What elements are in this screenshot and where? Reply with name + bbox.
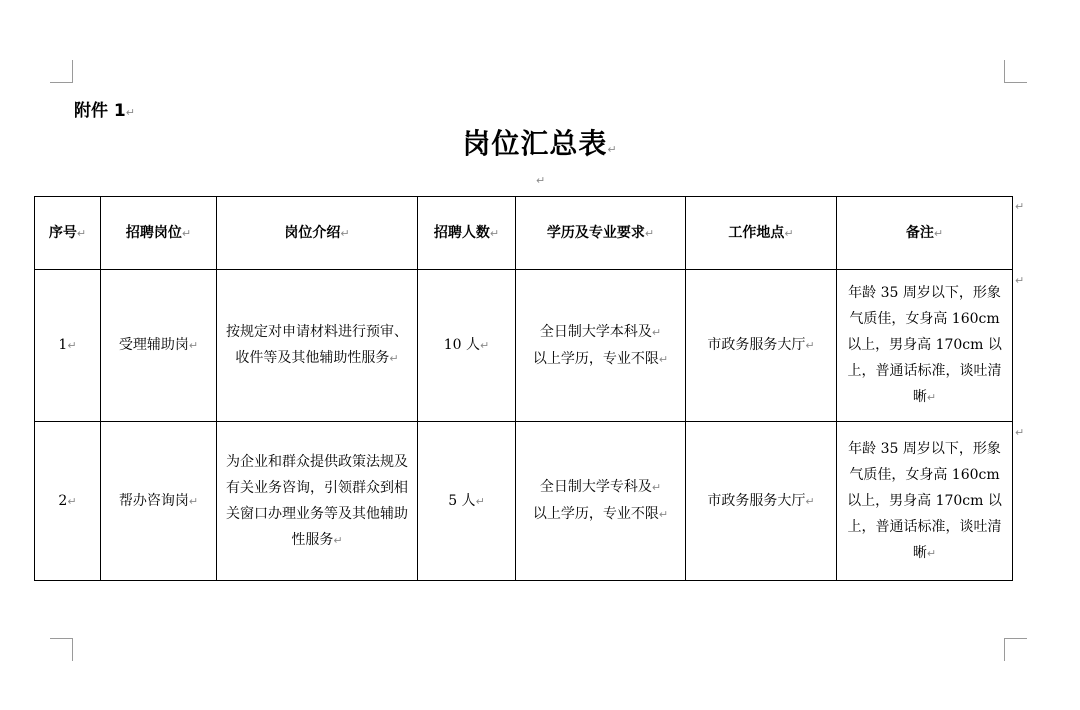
table-row bbox=[35, 422, 1013, 581]
cell-headcount: 10 人↵ bbox=[418, 270, 516, 422]
table-header-row bbox=[35, 197, 1013, 270]
cell-education: 全日制大学本科及↵ 以上学历，专业不限↵ bbox=[516, 270, 686, 422]
cell-position: 帮办咨询岗↵ bbox=[101, 422, 217, 581]
row-end-mark: ↵ bbox=[1015, 274, 1025, 287]
cell-location: 市政务服务大厅↵ bbox=[686, 270, 837, 422]
cell-seq: 1↵ bbox=[35, 270, 101, 422]
row-end-mark: ↵ bbox=[1015, 200, 1025, 213]
cell-education: 全日制大学专科及↵ 以上学历，专业不限↵ bbox=[516, 422, 686, 581]
cell-description: 按规定对申请材料进行预审、收件等及其他辅助性服务↵ bbox=[217, 270, 418, 422]
attachment-label: 附件 1↵ bbox=[74, 101, 135, 121]
paragraph-mark: ↵ bbox=[536, 174, 546, 187]
margin-corner-top-right bbox=[1004, 60, 1027, 83]
cell-headcount: 5 人↵ bbox=[418, 422, 516, 581]
header-headcount: 招聘人数↵ bbox=[418, 197, 516, 270]
cell-description: 为企业和群众提供政策法规及有关业务咨询，引领群众到相关窗口办理业务等及其他辅助性服务↵ bbox=[217, 422, 418, 581]
table-row bbox=[35, 270, 1013, 422]
margin-corner-top-left bbox=[50, 60, 73, 83]
positions-table bbox=[34, 196, 1013, 581]
header-seq: 序号↵ bbox=[35, 197, 101, 270]
header-location: 工作地点↵ bbox=[686, 197, 837, 270]
header-education: 学历及专业要求↵ bbox=[516, 197, 686, 270]
margin-corner-bottom-right bbox=[1004, 638, 1027, 661]
row-end-mark: ↵ bbox=[1015, 426, 1025, 439]
cell-location: 市政务服务大厅↵ bbox=[686, 422, 837, 581]
cell-note: 年龄 35 周岁以下，形象气质佳，女身高 160cm 以上，男身高 170cm 以上，普通话标准，谈吐清晰↵ bbox=[837, 270, 1013, 422]
header-position: 招聘岗位↵ bbox=[101, 197, 217, 270]
page-title: 岗位汇总表↵ bbox=[462, 127, 618, 160]
margin-corner-bottom-left bbox=[50, 638, 73, 661]
cell-note: 年龄 35 周岁以下，形象气质佳，女身高 160cm 以上，男身高 170cm 以上，普通话标准，谈吐清晰↵ bbox=[837, 422, 1013, 581]
cell-position: 受理辅助岗↵ bbox=[101, 270, 217, 422]
header-note: 备注↵ bbox=[837, 197, 1013, 270]
cell-seq: 2↵ bbox=[35, 422, 101, 581]
header-description: 岗位介绍↵ bbox=[217, 197, 418, 270]
